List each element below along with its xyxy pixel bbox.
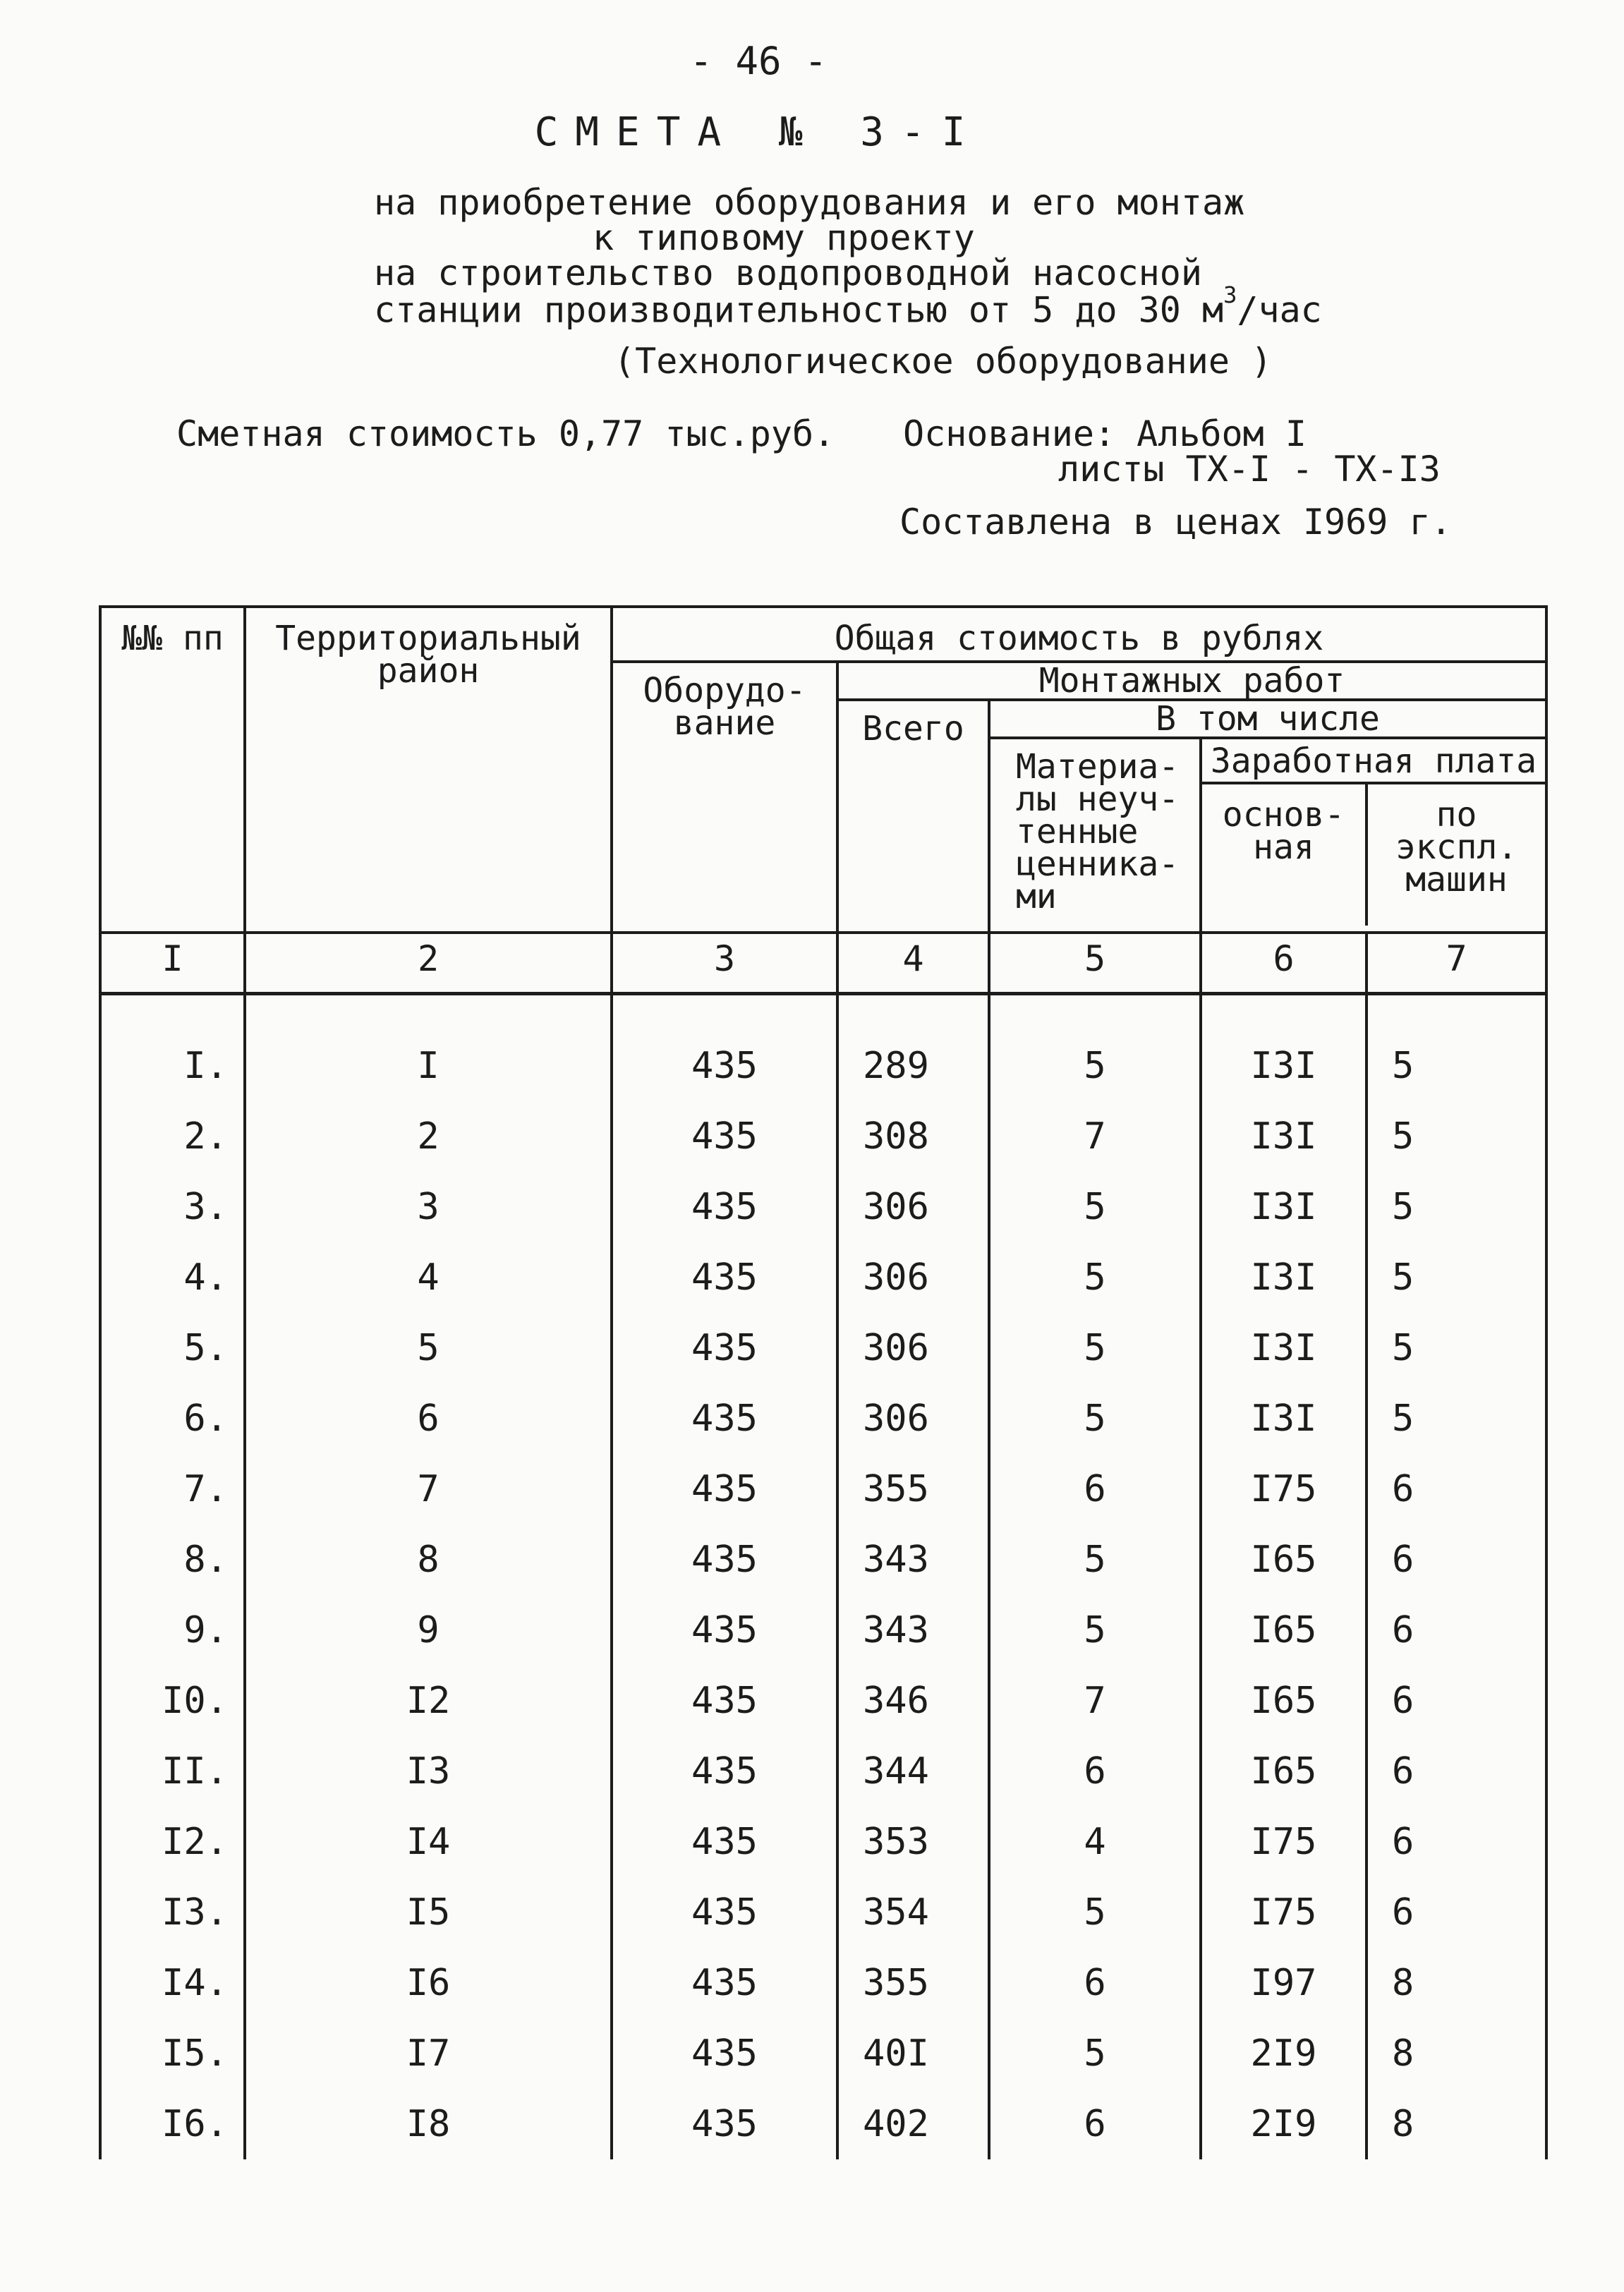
header-region: Территориальный район <box>245 607 612 933</box>
wages-machines-cell: 5 <box>1367 1242 1546 1313</box>
column-number: I <box>100 933 245 994</box>
wages-basic-cell: 2I9 <box>1201 2018 1367 2089</box>
estimate-table <box>99 605 1548 2159</box>
equipment-cell: 435 <box>612 1877 837 1948</box>
materials-cell: 5 <box>989 1524 1201 1595</box>
header-wages: Заработная плата <box>1202 739 1545 784</box>
row-number: I0. <box>100 1666 245 1736</box>
equipment-cell: 435 <box>612 1948 837 2018</box>
header-wages-group <box>1201 738 1546 933</box>
region-cell: 9 <box>245 1595 612 1666</box>
installation-total-cell: 402 <box>837 2089 989 2159</box>
materials-cell: 4 <box>989 1807 1201 1877</box>
equipment-cell: 435 <box>612 1736 837 1807</box>
header-installation: Монтажных работ <box>837 662 1546 700</box>
wages-basic-cell: I75 <box>1201 1454 1367 1524</box>
wages-machines-cell: 6 <box>1367 1807 1546 1877</box>
wages-machines-cell: 6 <box>1367 1524 1546 1595</box>
header-row-number: №№ пп <box>100 607 245 933</box>
materials-cell: 7 <box>989 1101 1201 1172</box>
wages-machines-cell: 6 <box>1367 1595 1546 1666</box>
table-row <box>100 1736 1546 1807</box>
installation-total-cell: 346 <box>837 1666 989 1736</box>
region-cell: I3 <box>245 1736 612 1807</box>
document-title: СМЕТА № 3-I <box>534 109 983 155</box>
table-row <box>100 1807 1546 1877</box>
table-row <box>100 2018 1546 2089</box>
row-number: 9. <box>100 1595 245 1666</box>
table-row <box>100 1101 1546 1172</box>
subtitle-line-3: на строительство водопроводной насосной <box>374 253 1202 293</box>
installation-total-cell: 343 <box>837 1595 989 1666</box>
wages-basic-cell: I3I <box>1201 1101 1367 1172</box>
equipment-cell: 435 <box>612 1666 837 1736</box>
installation-total-cell: 306 <box>837 1313 989 1383</box>
wages-basic-cell: I65 <box>1201 1736 1367 1807</box>
equipment-cell: 435 <box>612 1807 837 1877</box>
column-number: 7 <box>1367 933 1546 994</box>
region-cell: 6 <box>245 1383 612 1454</box>
materials-cell: 5 <box>989 1172 1201 1242</box>
row-number: 5. <box>100 1313 245 1383</box>
table-row <box>100 1172 1546 1242</box>
subtitle-line-4-text: станции производительностью от 5 до 30 м <box>374 289 1224 331</box>
region-cell: I6 <box>245 1948 612 2018</box>
wages-basic-cell: I3I <box>1201 1383 1367 1454</box>
header-wages-split <box>1202 784 1545 926</box>
region-cell: I <box>245 1031 612 1101</box>
wages-basic-cell: I75 <box>1201 1877 1367 1948</box>
row-number: I5. <box>100 2018 245 2089</box>
price-year: Составлена в ценах I969 г. <box>899 502 1452 542</box>
row-number: 4. <box>100 1242 245 1313</box>
installation-total-cell: 343 <box>837 1524 989 1595</box>
materials-cell: 6 <box>989 1736 1201 1807</box>
row-number: I. <box>100 1031 245 1101</box>
equipment-cell: 435 <box>612 1454 837 1524</box>
table-row <box>100 1948 1546 2018</box>
region-cell: 5 <box>245 1313 612 1383</box>
column-number: 4 <box>837 933 989 994</box>
row-number: 6. <box>100 1383 245 1454</box>
region-cell: 7 <box>245 1454 612 1524</box>
estimated-cost: Сметная стоимость 0,77 тыс.руб. <box>176 413 835 454</box>
basis-album: Основание: Альбом I <box>903 413 1307 454</box>
installation-total-cell: 308 <box>837 1101 989 1172</box>
wages-basic-cell: I3I <box>1201 1242 1367 1313</box>
subtitle-category: (Технологическое оборудование ) <box>614 341 1273 382</box>
row-number: 7. <box>100 1454 245 1524</box>
wages-basic-cell: I65 <box>1201 1595 1367 1666</box>
page-number: - 46 - <box>689 39 828 83</box>
column-number: 3 <box>612 933 837 994</box>
equipment-cell: 435 <box>612 2018 837 2089</box>
equipment-cell: 435 <box>612 1313 837 1383</box>
table-row <box>100 1313 1546 1383</box>
table-row <box>100 1524 1546 1595</box>
wages-basic-cell: I65 <box>1201 1666 1367 1736</box>
column-number: 6 <box>1201 933 1367 994</box>
wages-machines-cell: 5 <box>1367 1313 1546 1383</box>
equipment-cell: 435 <box>612 1101 837 1172</box>
wages-machines-cell: 5 <box>1367 1383 1546 1454</box>
header-basic: основ- ная <box>1202 784 1368 926</box>
row-number: I2. <box>100 1807 245 1877</box>
wages-machines-cell: 5 <box>1367 1101 1546 1172</box>
installation-total-cell: 306 <box>837 1172 989 1242</box>
wages-basic-cell: I65 <box>1201 1524 1367 1595</box>
wages-basic-cell: I3I <box>1201 1031 1367 1101</box>
header-equipment: Оборудо- вание <box>612 662 837 933</box>
installation-total-cell: 306 <box>837 1383 989 1454</box>
table-header <box>100 607 1546 994</box>
region-cell: 2 <box>245 1101 612 1172</box>
row-number: 2. <box>100 1101 245 1172</box>
installation-total-cell: 40I <box>837 2018 989 2089</box>
wages-machines-cell: 8 <box>1367 2018 1546 2089</box>
wages-basic-cell: I3I <box>1201 1172 1367 1242</box>
equipment-cell: 435 <box>612 1242 837 1313</box>
installation-total-cell: 306 <box>837 1242 989 1313</box>
installation-total-cell: 289 <box>837 1031 989 1101</box>
table-row <box>100 1031 1546 1101</box>
table-row <box>100 1454 1546 1524</box>
table-body <box>100 994 1546 2160</box>
installation-total-cell: 355 <box>837 1454 989 1524</box>
equipment-cell: 435 <box>612 1595 837 1666</box>
wages-basic-cell: I75 <box>1201 1807 1367 1877</box>
equipment-cell: 435 <box>612 1031 837 1101</box>
header-including: В том числе <box>989 700 1546 738</box>
wages-basic-cell: 2I9 <box>1201 2089 1367 2159</box>
row-number: 8. <box>100 1524 245 1595</box>
region-cell: I8 <box>245 2089 612 2159</box>
header-total: Всего <box>837 700 989 933</box>
column-number: 5 <box>989 933 1201 994</box>
subtitle-line-4 <box>374 281 1322 331</box>
materials-cell: 6 <box>989 2089 1201 2159</box>
table-spacer-row <box>100 994 1546 1031</box>
equipment-cell: 435 <box>612 1172 837 1242</box>
region-cell: I7 <box>245 2018 612 2089</box>
region-cell: 3 <box>245 1172 612 1242</box>
table-row <box>100 1242 1546 1313</box>
installation-total-cell: 344 <box>837 1736 989 1807</box>
wages-machines-cell: 6 <box>1367 1666 1546 1736</box>
table-row <box>100 1595 1546 1666</box>
wages-basic-cell: I3I <box>1201 1313 1367 1383</box>
equipment-cell: 435 <box>612 1383 837 1454</box>
wages-basic-cell: I97 <box>1201 1948 1367 2018</box>
installation-total-cell: 355 <box>837 1948 989 2018</box>
materials-cell: 5 <box>989 1595 1201 1666</box>
wages-machines-cell: 5 <box>1367 1172 1546 1242</box>
wages-machines-cell: 5 <box>1367 1031 1546 1101</box>
header-materials: Материа- лы неуч- тенные ценника- ми <box>989 738 1201 933</box>
materials-cell: 5 <box>989 1383 1201 1454</box>
table-row <box>100 1666 1546 1736</box>
installation-total-cell: 353 <box>837 1807 989 1877</box>
column-number-row <box>100 933 1546 994</box>
wages-machines-cell: 8 <box>1367 2089 1546 2159</box>
materials-cell: 5 <box>989 1242 1201 1313</box>
cubic-superscript: 3 <box>1223 281 1237 308</box>
header-total-cost: Общая стоимость в рублях <box>612 607 1546 662</box>
region-cell: 4 <box>245 1242 612 1313</box>
table-row <box>100 1383 1546 1454</box>
row-number: 3. <box>100 1172 245 1242</box>
materials-cell: 6 <box>989 1948 1201 2018</box>
subtitle-line-1: на приобретение оборудования и его монтаж <box>374 182 1245 223</box>
header-machines: по экспл. машин <box>1395 795 1518 899</box>
table-row <box>100 1877 1546 1948</box>
installation-total-cell: 354 <box>837 1877 989 1948</box>
materials-cell: 5 <box>989 2018 1201 2089</box>
equipment-cell: 435 <box>612 1524 837 1595</box>
row-number: I4. <box>100 1948 245 2018</box>
table-row <box>100 2089 1546 2159</box>
wages-machines-cell: 6 <box>1367 1877 1546 1948</box>
wages-machines-cell: 6 <box>1367 1736 1546 1807</box>
row-number: I3. <box>100 1877 245 1948</box>
column-number: 2 <box>245 933 612 994</box>
row-number: I6. <box>100 2089 245 2159</box>
materials-cell: 5 <box>989 1313 1201 1383</box>
materials-cell: 5 <box>989 1031 1201 1101</box>
materials-cell: 7 <box>989 1666 1201 1736</box>
region-cell: I4 <box>245 1807 612 1877</box>
equipment-cell: 435 <box>612 2089 837 2159</box>
region-cell: 8 <box>245 1524 612 1595</box>
region-cell: I2 <box>245 1666 612 1736</box>
wages-machines-cell: 6 <box>1367 1454 1546 1524</box>
basis-sheets: листы ТХ-I - ТХ-I3 <box>1058 449 1441 490</box>
wages-machines-cell: 8 <box>1367 1948 1546 2018</box>
row-number: II. <box>100 1736 245 1807</box>
subtitle-line-4-unit: /час <box>1237 289 1322 331</box>
materials-cell: 5 <box>989 1877 1201 1948</box>
subtitle-line-2: к типовому проекту <box>593 217 975 258</box>
materials-cell: 6 <box>989 1454 1201 1524</box>
region-cell: I5 <box>245 1877 612 1948</box>
